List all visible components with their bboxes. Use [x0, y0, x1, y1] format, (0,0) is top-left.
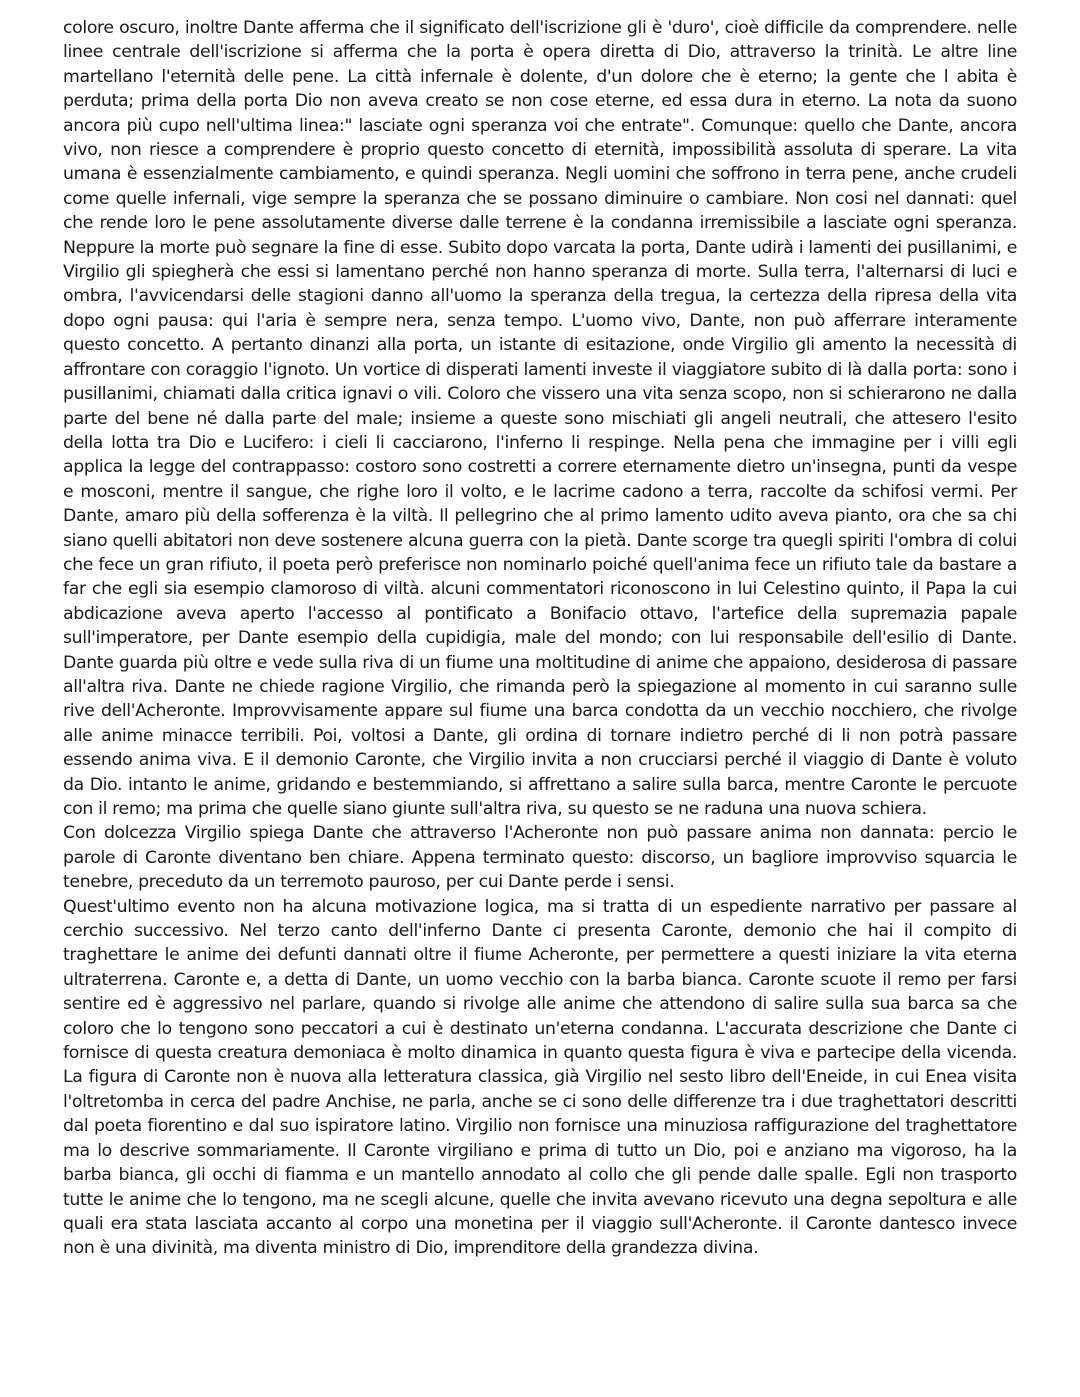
document-page [63, 16, 1017, 1261]
paragraph-dante-porta-inferno: colore oscuro, inoltre Dante afferma che il significato dell'iscrizione gli è 'duro', cioè difficile da comprendere. nelle linee centrale dell'iscrizione si afferma che la porta è opera diretta di Dio, attraverso la trinità. Le altre line martellano l'eternità delle pene. La città infernale è dolente, d'un dolore che è eterno; la gente che l abita è perduta; prima della porta Dio non aveva creato se non cose eterne, ed essa dura in eterno. La nota da suono ancora più cupo nell'ultima linea:" lasciate ogni speranza voi che entrate". Comunque: quello che Dante, ancora vivo, non riesce a comprendere è proprio questo concetto di eternità, impossibilità assoluta di sperare. La vita umana è essenzialmente cambiamento, e quindi speranza. Negli uomini che soffrono in terra pene, anche crudeli come quelle infernali, vige sempre la speranza che se possano diminuire o cambiare. Non cosi nel dannati: quel che rende loro le pene assolutamente diverse dalle terrene è la condanna irremissibile a lasciate ogni speranza. Neppure la morte può segnare la fine di esse. Subito dopo varcata la porta, Dante udirà i lamenti dei pusillanimi, e Virgilio gli spiegherà che essi si lamentano perché non hanno speranza di morte. Sulla terra, l'alternarsi di luci e ombra, l'avvicendarsi delle stagioni danno all'uomo la speranza della tregua, la certezza della ripresa della vita dopo ogni pausa: qui l'aria è sempre nera, senza tempo. L'uomo vivo, Dante, non può afferrare interamente questo concetto. A pertanto dinanzi alla porta, un istante di esitazione, onde Virgilio gli amento la necessità di affrontare con coraggio l'ignoto. Un vortice di disperati lamenti investe il viaggiatore subito di là dalla porta: sono i pusillanimi, chiamati dalla critica ignavi o vili. Coloro che vissero una vita senza scopo, non si schierarono ne dalla parte del bene né dalla parte del male; insieme a queste sono mischiati gli angeli neutrali, che attesero l'esito della lotta tra Dio e Lucifero: i cieli li cacciarono, l'inferno li respinge. Nella pena che immagine per i villi egli applica la legge del contrappasso: costoro sono costretti a correre eternamente dietro un'insegna, punti da vespe e mosconi, mentre il sangue, che righe loro il volto, e le lacrime cadono a terra, raccolte da schifosi vermi. Per Dante, amaro più della sofferenza è la viltà. Il pellegrino che al primo lamento udito aveva pianto, ora che sa chi siano quelli abitatori non deve sostenere alcuna guerra con la pietà. Dante scorge tra quegli spiriti l'ombra di colui che fece un gran rifiuto, il poeta però preferisce non nominarlo poiché quell'anima fece un rifiuto tale da bastare a far che egli sia esempio clamoroso di viltà. alcuni commentatori riconoscono in lui Celestino quinto, il Papa la cui abdicazione aveva aperto l'accesso al pontificato a Bonifacio ottavo, l'artefice della supremazia papale sull'imperatore, per Dante esempio della cupidigia, male del mondo; con lui responsabile dell'esilio di Dante. Dante guarda più oltre e vede sulla riva di un fiume una moltitudine di anime che appaiono, desiderosa di passare all'altra riva. Dante ne chiede ragione Virgilio, che rimanda però la spiegazione al momento in cui saranno sulle rive dell'Acheronte. Improvvisamente appare sul fiume una barca condotta da un vecchio nocchiero, che rivolge alle anime minacce terribili. Poi, voltosi a Dante, gli ordina di tornare indietro perché di li non potrà passare essendo anima viva. E il demonio Caronte, che Virgilio invita a non crucciarsi perché il viaggio di Dante è voluto da Dio. intanto le anime, gridando e bestemmiando, si affrettano a salire sulla barca, mentre Caronte le percuote con il remo; ma prima che quelle siano giunte sull'altra riva, su questo se ne raduna una nuova schiera. [63, 18, 1017, 819]
paragraph-virgilio-spiega: Con dolcezza Virgilio spiega Dante che attraverso l'Acheronte non può passare anima non dannata: percio le parole di Caronte diventano ben chiare. Appena terminato questo: discorso, un bagliore improvviso squarcia le tenebre, preceduto da un terremoto pauroso, per cui Dante perde i sensi. [63, 823, 1017, 893]
paragraph-caronte: Quest'ultimo evento non ha alcuna motivazione logica, ma si tratta di un espediente narrativo per passare al cerchio successivo. Nel terzo canto dell'inferno Dante ci presenta Caronte, demonio che hai il compito di traghettare le anime dei defunti dannati oltre il fiume Acheronte, per permettere a questi iniziare la vita eterna ultraterrena. Caronte e, a detta di Dante, un uomo vecchio con la barba bianca. Caronte scuote il remo per farsi sentire ed è aggressivo nel parlare, quando si rivolge alle anime che attendono di salire sulla sua barca sa che coloro che lo tengono sono peccatori a cui è destinato un'eterna condanna. L'accurata descrizione che Dante ci fornisce di questa creatura demoniaca è molto dinamica in quanto questa figura è viva e partecipe della vicenda. La figura di Caronte non è nuova alla letteratura classica, già Virgilio nel sesto libro dell'Eneide, in cui Enea visita l'oltretomba in cerca del padre Anchise, ne parla, anche se ci sono delle differenze tra i due traghettatori descritti dal poeta fiorentino e dal suo ispiratore latino. Virgilio non fornisce una minuziosa raffigurazione del traghettatore ma lo descrive sommariamente. Il Caronte virgiliano e prima di tutto un Dio, poi e anziano ma vigoroso, ha la barba bianca, gli occhi di fiamma e un mantello annodato al collo che gli pende dalle spalle. Egli non trasporto tutte le anime che lo tengono, ma ne scegli alcune, quelle che invita avevano ricevuto una degna sepoltura e alle quali era stata lasciata accanto al corpo una monetina per il viaggio sull'Acheronte. il Caronte dantesco invece non è una divinità, ma diventa ministro di Dio, imprenditore della grandezza divina. [63, 896, 1017, 1259]
